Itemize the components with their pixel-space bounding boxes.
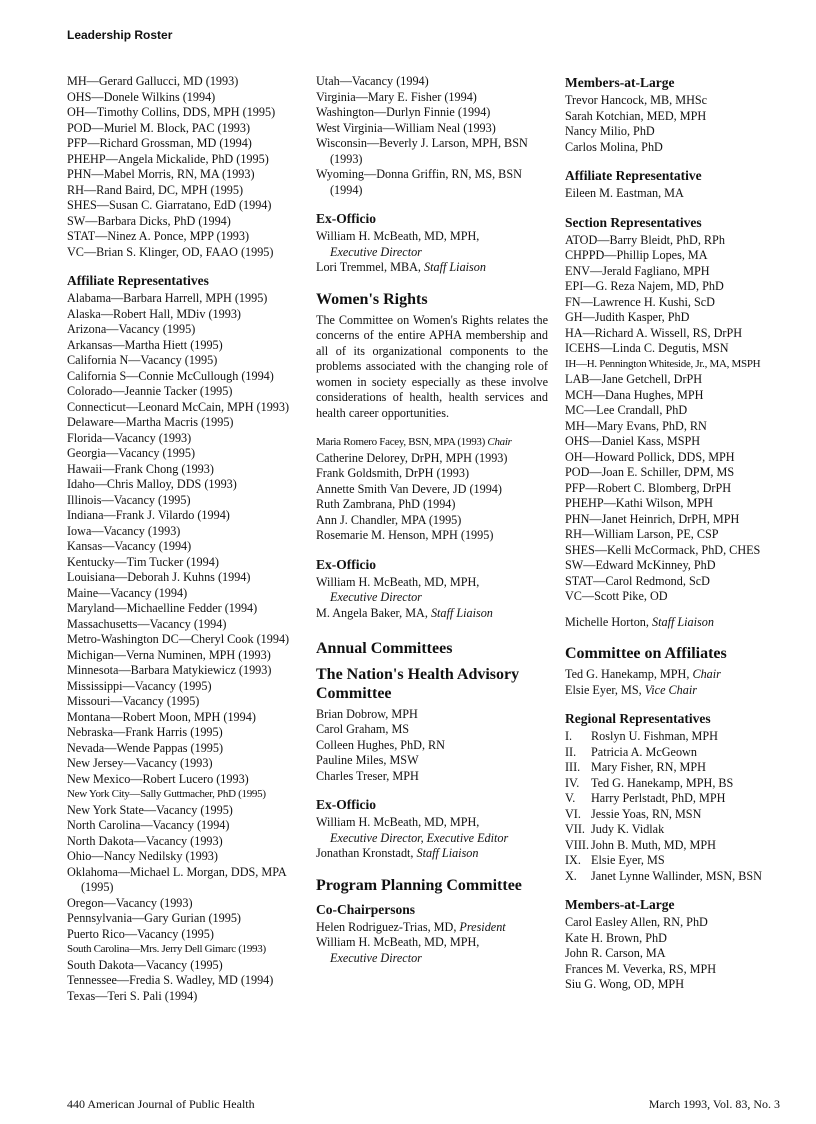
affiliate-representative-name: Eileen M. Eastman, MA	[565, 186, 684, 200]
staff-liaison-3	[316, 846, 548, 862]
affiliate-rep-item: Massachusetts—Vacancy (1994)	[67, 616, 227, 631]
affiliate-rep-item: Arkansas—Martha Hiett (1995)	[67, 337, 223, 352]
womens-chair-name: Maria Romero Facey, BSN, MPA (1993)	[316, 436, 485, 448]
section-rep-item: SHES—Susan C. Giarratano, EdD (1994)	[67, 198, 272, 212]
section-rep-item: MH—Mary Evans, PhD, RN	[565, 418, 707, 433]
region-rep-name: Janet Lynne Wallinder, MSN, BSN	[591, 868, 762, 883]
cochair-1-name: Helen Rodriguez-Trias, MD,	[316, 919, 457, 934]
region-number: X.	[565, 868, 577, 883]
affiliate-rep-item: Kansas—Vacancy (1994)	[67, 539, 192, 553]
section-rep-item: MC—Lee Crandall, PhD	[565, 403, 688, 417]
section-rep-item: VC—Scott Pike, OD	[565, 589, 668, 603]
affiliate-rep-item: Puerto Rico—Vacancy (1995)	[67, 926, 214, 941]
affiliate-rep-item: Alabama—Barbara Harrell, MPH (1995)	[67, 291, 268, 305]
cochairpersons-heading: Co-Chairpersons	[316, 901, 416, 917]
region-rep-name: Ted G. Hanekamp, MPH, BS	[591, 775, 734, 790]
members-at-large-list-1	[565, 93, 795, 155]
regional-rep-item	[565, 807, 795, 823]
regional-representatives-heading: Regional Representatives	[565, 711, 711, 726]
section-rep-item: OHS—Donele Wilkins (1994)	[67, 89, 216, 104]
regional-rep-item	[565, 760, 795, 776]
affiliate-rep-item: Arizona—Vacancy (1995)	[67, 322, 196, 336]
program-planning-heading: Program Planning Committee	[316, 876, 522, 894]
coa-vice-name: Elsie Eyer, MS,	[565, 682, 642, 697]
affiliate-rep-item: Hawaii—Frank Chong (1993)	[67, 461, 214, 476]
exofficio-title-2: Executive Director	[330, 590, 422, 604]
affiliate-rep-item: Illinois—Vacancy (1995)	[67, 492, 191, 507]
cochair-2-role: Executive Director	[330, 950, 422, 965]
section-rep-item: PHEHP—Kathi Wilson, MPH	[565, 496, 713, 510]
section-rep-item: PHN—Mabel Morris, RN, MA (1993)	[67, 167, 255, 181]
section-rep-item: GH—Judith Kasper, PhD	[565, 310, 690, 324]
womens-rights-heading: Women's Rights	[316, 290, 428, 308]
affiliate-rep-item: Wisconsin—Beverly J. Larson, MPH, BSN	[316, 136, 528, 150]
affiliate-rep-item: Texas—Teri S. Pali (1994)	[67, 988, 198, 1003]
region-number: VIII.	[565, 837, 590, 852]
regional-rep-item	[565, 838, 795, 854]
affiliate-rep-item: Alaska—Robert Hall, MDiv (1993)	[67, 306, 241, 321]
exofficio-heading-2: Ex-Officio	[316, 556, 376, 572]
section-rep-item: RH—Rand Baird, DC, MPH (1995)	[67, 182, 244, 197]
column-3	[565, 74, 795, 993]
affiliate-rep-item: Ohio—Nancy Nedilsky (1993)	[67, 849, 218, 863]
staff-liaison-name-2: M. Angela Baker, MA,	[316, 605, 428, 620]
womens-rights-member: Frank Goldsmith, DrPH (1993)	[316, 466, 470, 480]
staff-liaison-name-1: Lori Tremmel, MBA,	[316, 260, 421, 274]
member-at-large-item: Nancy Milio, PhD	[565, 124, 655, 138]
affiliate-rep-item: Kentucky—Tim Tucker (1994)	[67, 554, 219, 569]
affiliate-rep-item: Metro-Washington DC—Cheryl Cook (1994)	[67, 632, 290, 646]
exofficio-heading-3: Ex-Officio	[316, 797, 376, 812]
region-rep-name: Roslyn U. Fishman, MPH	[591, 729, 718, 743]
regional-rep-item	[565, 776, 795, 792]
section-rep-item: OH—Howard Pollick, DDS, MPH	[565, 449, 735, 464]
affiliate-rep-item: Montana—Robert Moon, MPH (1994)	[67, 709, 256, 724]
affiliate-rep-item: Nebraska—Frank Harris (1995)	[67, 725, 223, 739]
coa-chair-name: Ted G. Hanekamp, MPH,	[565, 667, 690, 681]
affiliate-rep-item: Virginia—Mary E. Fisher (1994)	[316, 89, 477, 104]
affiliate-rep-item: Wyoming—Donna Griffin, RN, MS, BSN	[316, 167, 522, 181]
affiliate-rep-item: (1995)	[81, 880, 114, 894]
affiliate-rep-item: New Mexico—Robert Lucero (1993)	[67, 771, 249, 786]
affiliate-rep-item: South Dakota—Vacancy (1995)	[67, 957, 223, 972]
affiliate-reps-heading: Affiliate Representatives	[67, 273, 209, 288]
affiliate-rep-item: Tennessee—Fredia S. Wadley, MD (1994)	[67, 973, 274, 987]
members-at-large-list-2	[565, 915, 795, 993]
affiliate-rep-item: Idaho—Chris Malloy, DDS (1993)	[67, 477, 237, 491]
affiliate-rep-item: California N—Vacancy (1995)	[67, 353, 218, 367]
section-representatives-list	[565, 233, 795, 605]
footer-journal: 440 American Journal of Public Health	[67, 1097, 255, 1111]
section-rep-item: LAB—Jane Getchell, DrPH	[565, 372, 703, 386]
nations-health-members	[316, 707, 548, 785]
regional-rep-item	[565, 729, 795, 745]
region-rep-name: Patricia A. McGeown	[591, 744, 697, 759]
region-rep-name: Jessie Yoas, RN, MSN	[591, 806, 702, 821]
affiliate-rep-item: Delaware—Martha Macris (1995)	[67, 415, 234, 429]
footer-issue: March 1993, Vol. 83, No. 3	[648, 1097, 780, 1111]
region-number: III.	[565, 760, 581, 774]
affiliate-rep-item: Iowa—Vacancy (1993)	[67, 523, 181, 538]
womens-chair-role: Chair	[487, 436, 512, 448]
nations-health-member: Colleen Hughes, PhD, RN	[316, 737, 445, 752]
affiliate-rep-item: Missouri—Vacancy (1995)	[67, 694, 200, 708]
affiliate-rep-item: Connecticut—Leonard McCain, MPH (1993)	[67, 399, 290, 414]
affiliate-rep-item: California S—Connie McCullough (1994)	[67, 368, 274, 383]
region-number: VII.	[565, 822, 585, 836]
nations-health-member: Brian Dobrow, MPH	[316, 706, 418, 721]
running-head: Leadership Roster	[67, 28, 173, 42]
member-at-large-item: Kate H. Brown, PhD	[565, 930, 667, 945]
member-at-large-item: Trevor Hancock, MB, MHSc	[565, 93, 708, 107]
section-rep-item: ATOD—Barry Bleidt, PhD, RPh	[565, 232, 725, 247]
affiliate-rep-item: Utah—Vacancy (1994)	[316, 74, 429, 88]
section-rep-item: RH—William Larson, PE, CSP	[565, 527, 719, 541]
womens-rights-member: Catherine Delorey, DrPH, MPH (1993)	[316, 450, 508, 465]
member-at-large-item: Siu G. Wong, OD, MPH	[565, 977, 684, 991]
exofficio-title-3: Executive Director, Executive Editor	[330, 830, 509, 845]
section-rep-item: OH—Timothy Collins, DDS, MPH (1995)	[67, 105, 276, 119]
cochair-1	[316, 920, 548, 936]
affiliate-rep-item: Louisiana—Deborah J. Kuhns (1994)	[67, 570, 251, 584]
coa-chair-role: Chair	[692, 667, 721, 681]
nations-health-heading: The Nation's Health Advisory Committee	[316, 665, 520, 702]
members-at-large-heading-2: Members-at-Large	[565, 897, 675, 912]
affiliate-rep-item: Oregon—Vacancy (1993)	[67, 895, 193, 910]
section-rep-item: OHS—Daniel Kass, MSPH	[565, 434, 701, 448]
affiliate-rep-item: New York State—Vacancy (1995)	[67, 802, 233, 817]
affiliate-rep-item: Minnesota—Barbara Matykiewicz (1993)	[67, 663, 272, 677]
exofficio-title-1: Executive Director	[330, 244, 422, 259]
affiliate-rep-item: North Carolina—Vacancy (1994)	[67, 818, 230, 832]
section-rep-item: PHN—Janet Heinrich, DrPH, MPH	[565, 511, 740, 526]
regional-rep-item	[565, 869, 795, 885]
affiliate-rep-item: Mississippi—Vacancy (1995)	[67, 678, 212, 693]
womens-rights-member: Annette Smith Van Devere, JD (1994)	[316, 481, 502, 496]
cochair-2-name: William H. McBeath, MD, MPH,	[316, 935, 480, 949]
region-number: I.	[565, 729, 573, 743]
section-rep-item: ICEHS—Linda C. Degutis, MSN	[565, 341, 729, 355]
womens-rights-members	[316, 451, 548, 544]
staff-liaison-role-3: Staff Liaison	[416, 846, 479, 860]
committee-on-affiliates-heading: Committee on Affiliates	[565, 645, 727, 662]
section-rep-item: IH—H. Pennington Whiteside, Jr., MA, MSPH	[565, 357, 761, 370]
region-rep-name: Judy K. Vidlak	[591, 822, 665, 836]
member-at-large-item: Sarah Kotchian, MED, MPH	[565, 108, 707, 123]
exofficio-name-2: William H. McBeath, MD, MPH,	[316, 574, 480, 589]
affiliate-rep-item: Washington—Durlyn Finnie (1994)	[316, 105, 491, 119]
regional-rep-item	[565, 822, 795, 838]
column-1	[67, 74, 297, 1004]
staff-liaison-role-1: Staff Liaison	[424, 260, 486, 274]
section-rep-item: MCH—Dana Hughes, MPH	[565, 387, 704, 402]
section-rep-item: SW—Edward McKinney, PhD	[565, 558, 716, 572]
affiliate-rep-item: West Virginia—William Neal (1993)	[316, 120, 496, 135]
member-at-large-item: Frances M. Veverka, RS, MPH	[565, 961, 717, 976]
region-rep-name: Mary Fisher, RN, MPH	[591, 760, 706, 774]
section-rep-item: MH—Gerard Gallucci, MD (1993)	[67, 74, 239, 88]
affiliate-rep-item: South Carolina—Mrs. Jerry Dell Gimarc (1993)	[67, 943, 266, 955]
section-rep-item: VC—Brian S. Klinger, OD, FAAO (1995)	[67, 244, 274, 259]
section-rep-item: POD—Joan E. Schiller, DPM, MS	[565, 465, 735, 479]
staff-liaison-role-2: Staff Liaison	[430, 605, 493, 620]
section-representatives-heading: Section Representatives	[565, 214, 702, 230]
affiliate-rep-item: Florida—Vacancy (1993)	[67, 430, 192, 445]
nations-health-member: Pauline Miles, MSW	[316, 753, 419, 767]
member-at-large-item: Carol Easley Allen, RN, PhD	[565, 915, 708, 929]
cochair-1-role: President	[459, 919, 506, 934]
affiliate-rep-item: (1993)	[330, 151, 363, 166]
region-number: IX.	[565, 853, 581, 867]
affiliate-rep-item: Georgia—Vacancy (1995)	[67, 446, 196, 460]
section-rep-item: PFP—Richard Grossman, MD (1994)	[67, 136, 252, 150]
coa-chair	[565, 667, 795, 683]
section-rep-item: SW—Barbara Dicks, PhD (1994)	[67, 213, 231, 228]
annual-committees-heading: Annual Committees	[316, 640, 453, 657]
coa-vice-chair	[565, 683, 795, 699]
affiliate-rep-item: Michigan—Verna Numinen, MPH (1993)	[67, 647, 271, 662]
section-rep-item: ENV—Jerald Fagliano, MPH	[565, 263, 710, 278]
staff-liaison-sec	[565, 615, 795, 631]
section-rep-item: EPI—G. Reza Najem, MD, PhD	[565, 279, 724, 293]
section-rep-item: PFP—Robert C. Blomberg, DrPH	[565, 480, 732, 495]
affiliate-rep-item: Oklahoma—Michael L. Morgan, DDS, MPA	[67, 864, 287, 879]
column-2	[316, 74, 548, 966]
region-number: VI.	[565, 806, 581, 821]
section-rep-item: FN—Lawrence H. Kushi, ScD	[565, 294, 715, 309]
womens-rights-member: Rosemarie M. Henson, MPH (1995)	[316, 528, 494, 542]
staff-liaison-sec-role: Staff Liaison	[652, 614, 714, 629]
section-rep-item: SHES—Kelli McCormack, PhD, CHES	[565, 542, 761, 557]
member-at-large-item: John R. Carson, MA	[565, 946, 666, 960]
region-number: IV.	[565, 775, 580, 790]
staff-liaison-2	[316, 606, 548, 622]
affiliate-reps-list	[67, 291, 297, 1004]
nations-health-member: Charles Treser, MPH	[316, 768, 419, 783]
members-at-large-heading-1: Members-at-Large	[565, 75, 675, 90]
section-rep-item: STAT—Ninez A. Ponce, MPP (1993)	[67, 229, 250, 243]
section-rep-item: PHEHP—Angela Mickalide, PhD (1995)	[67, 151, 269, 166]
section-rep-item: STAT—Carol Redmond, ScD	[565, 573, 710, 588]
exofficio-heading-1: Ex-Officio	[316, 211, 376, 226]
staff-liaison-sec-name: Michelle Horton,	[565, 614, 649, 629]
regional-rep-item	[565, 791, 795, 807]
staff-liaison-name-3: Jonathan Kronstadt,	[316, 846, 414, 860]
womens-rights-chair	[316, 435, 548, 451]
nations-health-member: Carol Graham, MS	[316, 722, 410, 736]
affiliate-rep-item: New York City—Sally Guttmacher, PhD (1995)	[67, 788, 266, 800]
affiliate-rep-item: Colorado—Jeannie Tacker (1995)	[67, 384, 233, 398]
affiliate-rep-item: Maryland—Michaelline Fedder (1994)	[67, 601, 258, 615]
exofficio-name-1: William H. McBeath, MD, MPH,	[316, 229, 480, 243]
coa-vice-role: Vice Chair	[644, 682, 697, 697]
affiliate-rep-item: Pennsylvania—Gary Gurian (1995)	[67, 911, 241, 925]
section-reps-list	[67, 74, 297, 260]
region-number: V.	[565, 791, 576, 805]
womens-rights-member: Ann J. Chandler, MPA (1995)	[316, 512, 462, 527]
womens-rights-member: Ruth Zambrana, PhD (1994)	[316, 497, 456, 511]
member-at-large-item: Carlos Molina, PhD	[565, 139, 663, 154]
regional-rep-item	[565, 745, 795, 761]
section-rep-item: CHPPD—Phillip Lopes, MA	[565, 248, 708, 262]
affiliate-rep-item: (1994)	[330, 182, 363, 197]
affiliate-rep-item: Maine—Vacancy (1994)	[67, 585, 188, 600]
affiliate-rep-item: Nevada—Wende Pappas (1995)	[67, 740, 224, 755]
region-rep-name: John B. Muth, MD, MPH	[591, 837, 716, 852]
womens-rights-description: The Committee on Women's Rights relates the concerns of the entire APHA membership and all of its organizational components to the problems associated with the changing role of women in society especially as these involve considerations of health, health services and health career opportunities.	[316, 312, 548, 420]
regional-rep-item	[565, 853, 795, 869]
section-rep-item: POD—Muriel M. Block, PAC (1993)	[67, 120, 251, 135]
affiliate-reps-cont-list	[316, 74, 548, 198]
region-rep-name: Elsie Eyer, MS	[591, 853, 665, 867]
affiliate-rep-item: New Jersey—Vacancy (1993)	[67, 756, 213, 770]
exofficio-name-3: William H. McBeath, MD, MPH,	[316, 815, 480, 829]
affiliate-rep-item: North Dakota—Vacancy (1993)	[67, 833, 223, 848]
staff-liaison-1	[316, 260, 548, 276]
region-number: II.	[565, 744, 577, 759]
affiliate-representative-heading: Affiliate Representative	[565, 168, 702, 183]
regional-representatives-list	[565, 729, 795, 884]
region-rep-name: Harry Perlstadt, PhD, MPH	[591, 791, 726, 805]
affiliate-rep-item: Indiana—Frank J. Vilardo (1994)	[67, 508, 230, 522]
section-rep-item: HA—Richard A. Wissell, RS, DrPH	[565, 325, 743, 340]
